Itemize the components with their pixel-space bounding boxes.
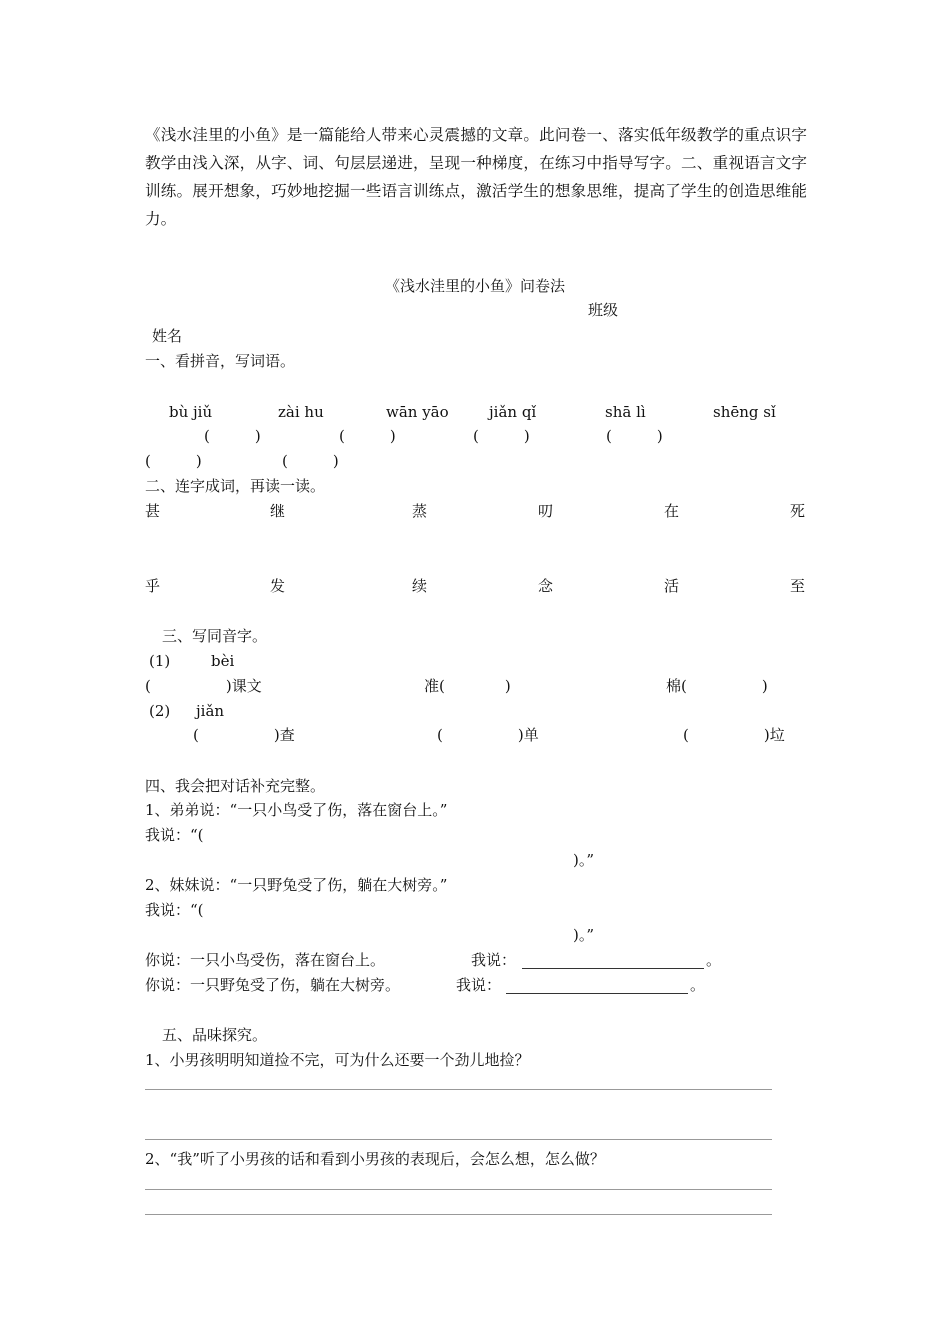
homophone-blank[interactable]: ( )单 xyxy=(437,726,539,744)
char-item: 继 xyxy=(270,502,286,520)
answer-line[interactable] xyxy=(145,1139,772,1140)
char-item: 在 xyxy=(664,502,680,520)
answer-blank[interactable]: ( ) xyxy=(204,427,261,445)
char-item: 活 xyxy=(664,577,680,595)
char-item: 甚 xyxy=(145,502,161,520)
char-item: 至 xyxy=(790,577,806,595)
pinyin-item: shā lì xyxy=(605,403,646,421)
question-number: (1) xyxy=(149,652,171,670)
dialogue-question: 2、妹妹说：“一只野兔受了伤，躺在大树旁。” xyxy=(145,876,448,894)
answer-underline[interactable] xyxy=(506,976,688,994)
homophone-blank[interactable]: 棉( ) xyxy=(666,677,768,695)
i-say-label: 我说： xyxy=(471,951,517,969)
page-title: 《浅水洼里的小鱼》问卷法 xyxy=(384,277,565,295)
answer-line[interactable] xyxy=(145,1089,772,1090)
char-item: 死 xyxy=(790,502,806,520)
answer-blank[interactable]: ( ) xyxy=(339,427,396,445)
question: 1、小男孩明明知道捡不完，可为什么还要一个劲儿地捡？ xyxy=(145,1051,530,1069)
question-number: (2) xyxy=(149,702,171,720)
char-item: 蒸 xyxy=(412,502,428,520)
char-item: 叨 xyxy=(538,502,554,520)
pinyin-item: bù jiǔ xyxy=(169,403,213,421)
pinyin-item: zài hu xyxy=(278,403,324,421)
dialogue-answer-close: )。” xyxy=(573,851,595,869)
answer-line[interactable] xyxy=(145,1189,772,1190)
class-label: 班级 xyxy=(588,301,619,319)
homophone-blank[interactable]: ( )垃 xyxy=(683,726,785,744)
intro-paragraph: 《浅水洼里的小鱼》是一篇能给人带来心灵震撼的文章。此问卷一、落实低年级教学的重点识字教学由浅入深，从字、词、句层层递进，呈现一种梯度，在练习中指导写字。二、重视语言文字训练。展开想象，巧妙地挖掘一些语言训练点，激活学生的想象思维，提高了学生的创造思维能力。 xyxy=(145,126,807,228)
char-item: 乎 xyxy=(145,577,161,595)
answer-blank[interactable]: ( ) xyxy=(282,452,339,470)
name-label: 姓名 xyxy=(152,327,183,345)
period: 。 xyxy=(690,976,706,994)
pinyin-prompt: jiǎn xyxy=(196,702,225,720)
section-5-heading: 五、品味探究。 xyxy=(162,1026,268,1044)
you-say-line: 你说：一只小鸟受伤，落在窗台上。 xyxy=(145,951,386,969)
pinyin-item: shēng sǐ xyxy=(713,403,776,421)
section-3-heading: 三、写同音字。 xyxy=(162,627,268,645)
answer-blank[interactable]: ( ) xyxy=(473,427,530,445)
section-2-heading: 二、连字成词，再读一读。 xyxy=(145,477,326,495)
dialogue-answer-open[interactable]: 我说：“( xyxy=(145,826,204,844)
pinyin-item: wān yāo xyxy=(386,403,449,421)
dialogue-question: 1、弟弟说：“一只小鸟受了伤，落在窗台上。” xyxy=(145,801,448,819)
dialogue-answer-open[interactable]: 我说：“( xyxy=(145,901,204,919)
char-item: 发 xyxy=(270,577,286,595)
question: 2、“我”听了小男孩的话和看到小男孩的表现后，会怎么想，怎么做？ xyxy=(145,1150,605,1168)
answer-blank[interactable]: ( ) xyxy=(145,452,202,470)
dialogue-answer-close: )。” xyxy=(573,926,595,944)
homophone-blank[interactable]: ( )查 xyxy=(193,726,295,744)
answer-underline[interactable] xyxy=(522,951,704,969)
char-item: 念 xyxy=(538,577,554,595)
section-1-heading: 一、看拼音，写词语。 xyxy=(145,352,296,370)
period: 。 xyxy=(706,951,722,969)
homophone-blank[interactable]: ( )课文 xyxy=(145,677,262,695)
section-4-heading: 四、我会把对话补充完整。 xyxy=(145,777,326,795)
i-say-label: 我说： xyxy=(456,976,502,994)
pinyin-item: jiǎn qǐ xyxy=(489,403,537,421)
homophone-blank[interactable]: 准( ) xyxy=(424,677,511,695)
pinyin-prompt: bèi xyxy=(211,652,235,670)
answer-blank[interactable]: ( ) xyxy=(606,427,663,445)
char-item: 续 xyxy=(412,577,428,595)
answer-line[interactable] xyxy=(145,1214,772,1215)
you-say-line: 你说：一只野兔受了伤，躺在大树旁。 xyxy=(145,976,401,994)
